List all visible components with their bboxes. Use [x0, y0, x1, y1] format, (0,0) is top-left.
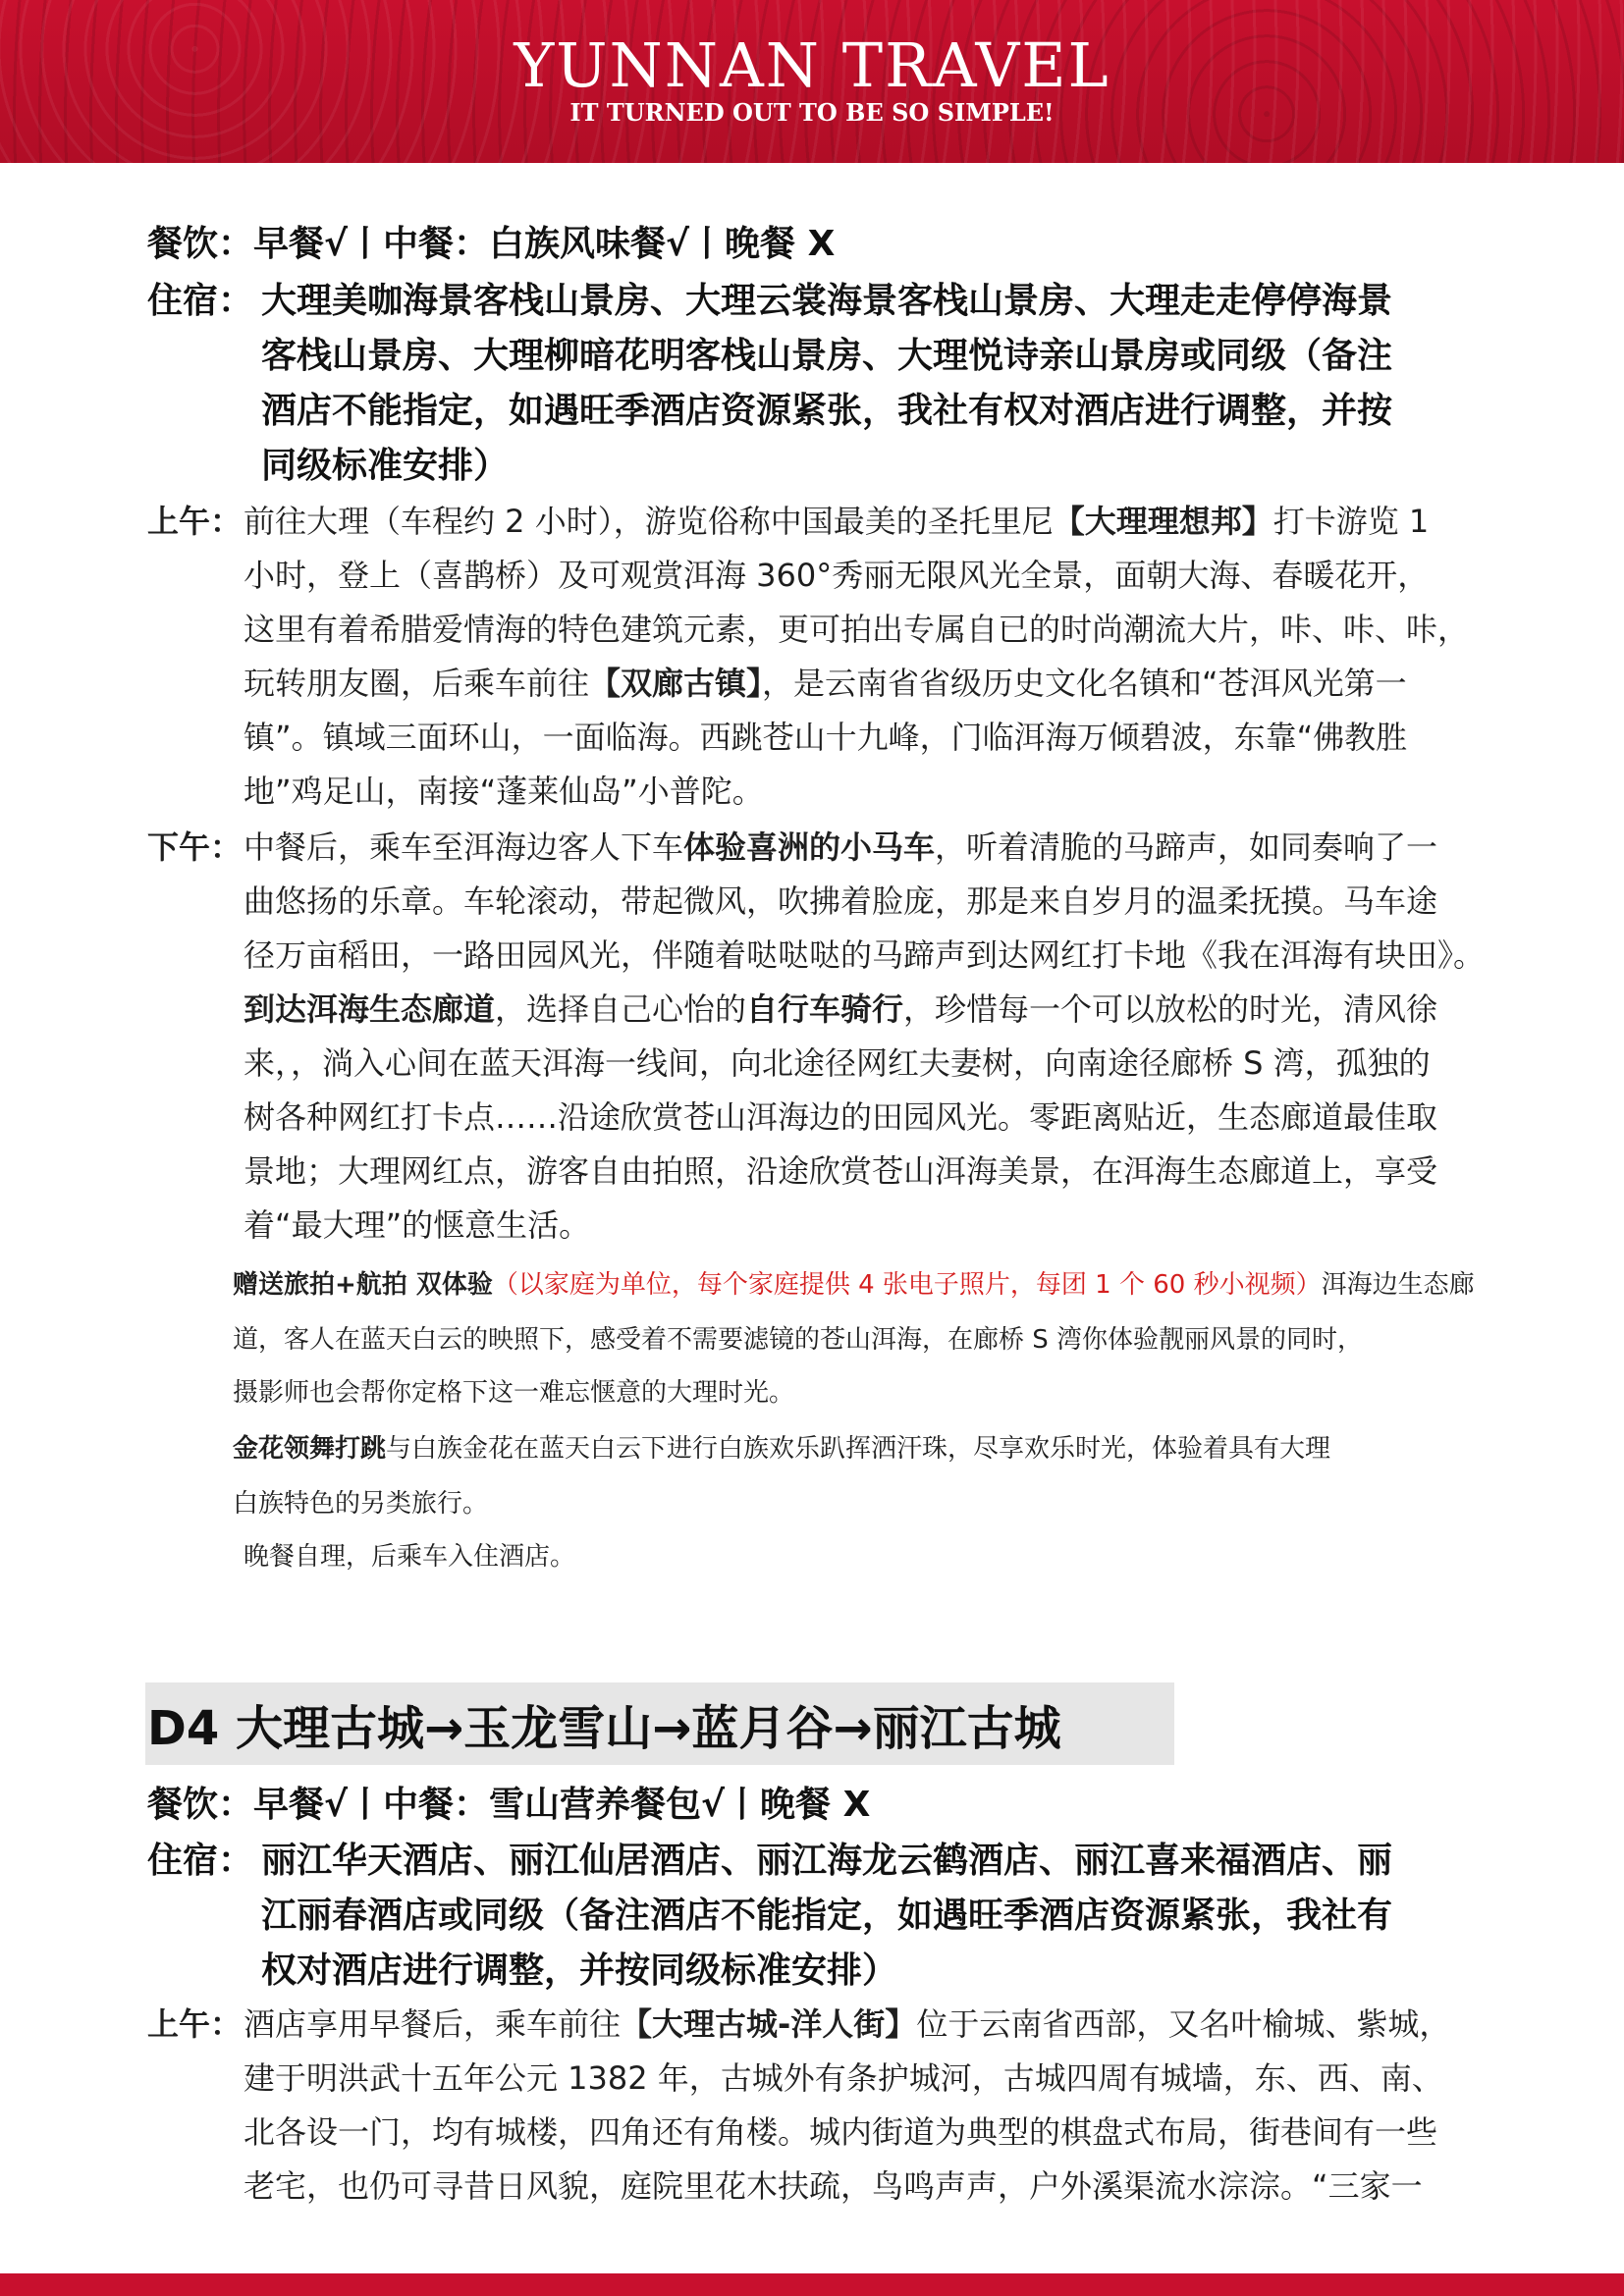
day3-meals [147, 216, 835, 266]
gift-line: 道，客人在蓝天白云的映照下，感受着不需要滤镜的苍山洱海，在廊桥 S 湾你体验靓丽风景的同时， [233, 1325, 1364, 1355]
dance-line: 白族特色的另类旅行。 [233, 1489, 489, 1519]
paragraph-line: 酒店享用早餐后，乘车前往【大理古城-洋人街】位于云南省西部，又名叶榆城、紫城， [244, 2005, 1451, 2043]
paragraph-line: 镇”。镇域三面环山，一面临海。西跳苍山十九峰，门临洱海万倾碧波，东靠“佛教胜 [244, 719, 1408, 756]
attraction-name: 【双廊古镇】 [589, 665, 763, 702]
day4-title: D4 大理古城→玉龙雪山→蓝月谷→丽江古城 [147, 1701, 1061, 1756]
paragraph-line: 径万亩稻田，一路田园风光，伴随着哒哒哒的马蹄声到达网红打卡地《我在洱海有块田》。 [244, 936, 1486, 974]
gift-line: 赠送旅拍+航拍 双体验（以家庭为单位，每个家庭提供 4 张电子照片，每团 1 个 60 秒小视频）洱海边生态廊 [233, 1270, 1475, 1300]
paragraph-line: 中餐后，乘车至洱海边客人下车体验喜洲的小马车，听着清脆的马蹄声，如同奏响了一 [244, 828, 1438, 866]
evening-line: 晚餐自理，后乘车入住酒店。 [244, 1542, 576, 1572]
attraction-name: 【大理古城-洋人街】 [621, 2005, 917, 2043]
highlight: 体验喜洲的小马车 [683, 828, 936, 866]
hotel-label: 住宿： [147, 281, 254, 321]
hotel-line: 丽江华天酒店、丽江仙居酒店、丽江海龙云鹤酒店、丽江喜来福酒店、丽 [261, 1841, 1393, 1881]
meals-text: 早餐√丨中餐：雪山营养餐包√丨晚餐 X [253, 1785, 871, 1825]
meals-label: 餐饮： [147, 224, 254, 264]
hotel-label: 住宿： [147, 1841, 254, 1881]
hotel-line: 同级标准安排） [261, 446, 510, 486]
paragraph-line: 玩转朋友圈，后乘车前往【双廊古镇】，是云南省省级历史文化名镇和“苍洱风光第一 [244, 665, 1407, 702]
morning-label: 上午： [147, 503, 243, 540]
paragraph-line: 树各种网红打卡点……沿途欣赏苍山洱海边的田园风光。零距离贴近，生态廊道最佳取 [244, 1098, 1438, 1136]
highlight: 到达洱海生态廊道 [244, 990, 496, 1028]
dance-title: 金花领舞打跳 [233, 1434, 387, 1464]
paragraph-line: 来，，淌入心间在蓝天洱海一线间，向北途径网红夫妻树，向南途径廊桥 S 湾，孤独的 [244, 1044, 1431, 1082]
paragraph-line: 地”鸡足山，南接“蓬莱仙岛”小普陀。 [244, 773, 764, 810]
paragraph-line: 建于明洪武十五年公元 1382 年，古城外有条护城河，古城四周有城墙，东、西、南、 [244, 2059, 1443, 2097]
dance-line: 金花领舞打跳与白族金花在蓝天白云下进行白族欢乐趴挥洒汗珠，尽享欢乐时光，体验着具有大理 [233, 1434, 1331, 1464]
header-banner [0, 0, 1624, 163]
gift-line: 摄影师也会帮你定格下这一难忘惬意的大理时光。 [233, 1378, 795, 1408]
morning-label: 上午： [147, 2005, 243, 2043]
gift-title: 赠送旅拍+航拍 双体验 [233, 1270, 493, 1300]
day4-meals [147, 1777, 870, 1827]
paragraph-line: 曲悠扬的乐章。车轮滚动，带起微风，吹拂着脸庞，那是来自岁月的温柔抚摸。马车途 [244, 882, 1438, 920]
hotel-line: 大理美咖海景客栈山景房、大理云裳海景客栈山景房、大理走走停停海景 [261, 281, 1393, 321]
paragraph-line: 前往大理（车程约 2 小时），游览俗称中国最美的圣托里尼【大理理想邦】打卡游览 1 [244, 503, 1430, 540]
paragraph-line: 老宅，也仍可寻昔日风貌，庭院里花木扶疏，鸟鸣声声，户外溪渠流水淙淙。“三家一 [244, 2167, 1423, 2205]
footer-bar [0, 2273, 1624, 2296]
meals-text: 早餐√丨中餐：白族风味餐√丨晚餐 X [253, 224, 836, 264]
paragraph-line: 到达洱海生态廊道，选择自己心怡的自行车骑行，珍惜每一个可以放松的时光，清风徐 [244, 990, 1438, 1028]
paragraph-line: 着“最大理”的惬意生活。 [244, 1206, 591, 1244]
paragraph-line: 景地；大理网红点，游客自由拍照，沿途欣赏苍山洱海美景，在洱海生态廊道上，享受 [244, 1152, 1438, 1190]
paragraph-line: 小时，登上（喜鹊桥）及可观赏洱海 360°秀丽无限风光全景，面朝大海、春暖花开， [244, 557, 1430, 594]
brand-title: YUNNAN TRAVEL [514, 29, 1110, 101]
afternoon-label: 下午： [147, 828, 243, 866]
highlight: 自行车骑行 [746, 990, 904, 1028]
paragraph-line: 这里有着希腊爱情海的特色建筑元素，更可拍出专属自已的时尚潮流大片，咔、咔、咔， [244, 611, 1470, 648]
paragraph-line: 北各设一门，均有城楼，四角还有角楼。城内街道为典型的棋盘式布局，街巷间有一些 [244, 2113, 1438, 2151]
gift-note: （以家庭为单位，每个家庭提供 4 张电子照片，每团 1 个 60 秒小视频） [492, 1270, 1322, 1300]
attraction-name: 【大理理想邦】 [1053, 503, 1273, 540]
hotel-line: 江丽春酒店或同级（备注酒店不能指定，如遇旺季酒店资源紧张，我社有 [261, 1896, 1393, 1936]
hotel-line: 客栈山景房、大理柳暗花明客栈山景房、大理悦诗亲山景房或同级（备注 [261, 336, 1393, 376]
meals-label: 餐饮： [147, 1785, 254, 1825]
brand-subtitle: IT TURNED OUT TO BE SO SIMPLE! [569, 98, 1055, 127]
hotel-line: 权对酒店进行调整，并按同级标准安排） [261, 1950, 898, 1991]
hotel-line: 酒店不能指定，如遇旺季酒店资源紧张，我社有权对酒店进行调整，并按 [261, 391, 1393, 431]
